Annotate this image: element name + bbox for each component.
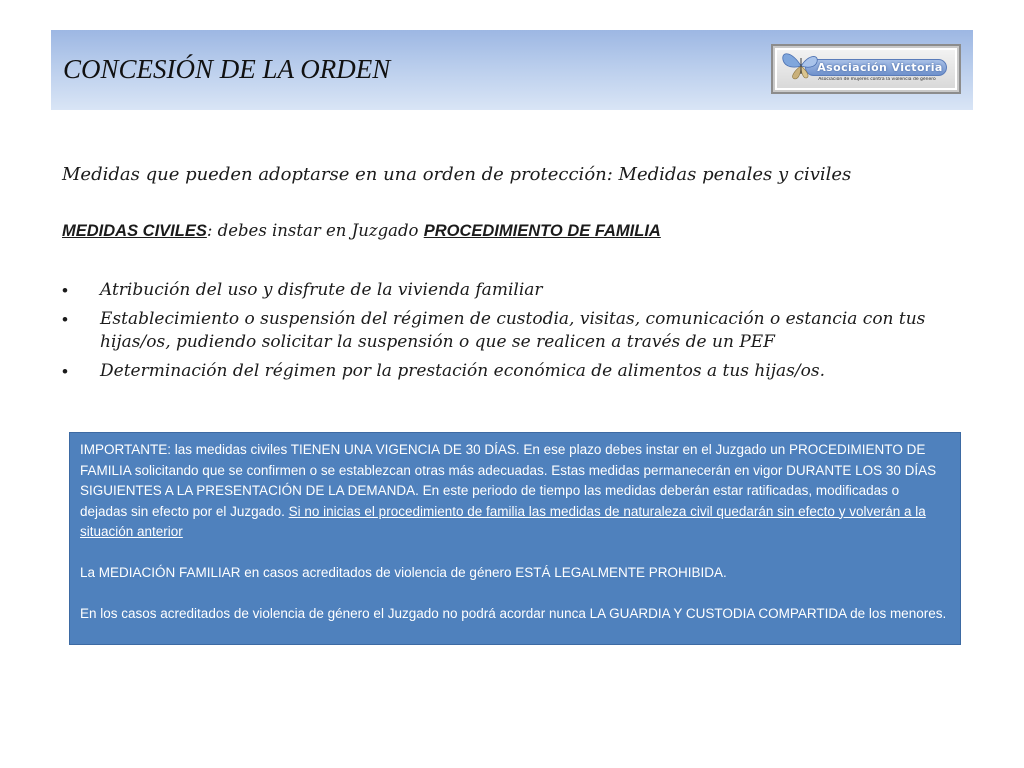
list-item-text: Determinación del régimen por la prestación económica de alimentos a tus hijas/os. [100, 361, 825, 381]
intro-text: Medidas que pueden adoptarse en una orden de protección: Medidas penales y civiles [62, 164, 852, 185]
slide-title: CONCESIÓN DE LA ORDEN [63, 54, 391, 84]
list-item [62, 360, 942, 383]
notice-underlined-warning: Si no inicias el procedimiento de familia las medidas de naturaleza civil quedarán sin efecto y volverán a la situación anterior [80, 503, 926, 539]
organization-logo [771, 44, 961, 94]
list-item-text: Atribución del uso y disfrute de la vivienda familiar [100, 280, 543, 300]
notice-paragraph-2: La MEDIACIÓN FAMILIAR en casos acreditados de violencia de género ESTÁ LEGALMENTE PROHIBIDA. [80, 565, 727, 580]
civil-measures-line [62, 221, 661, 241]
list-item-text: Establecimiento o suspensión del régimen de custodia, visitas, comunicación o estancia con tus hijas/os, pudiendo solicitar la suspensión o que se realicen a través de un PEF [100, 309, 926, 352]
list-item [62, 308, 942, 354]
bullet-icon: • [62, 281, 68, 300]
bullet-icon: • [62, 310, 68, 329]
civil-measures-label: MEDIDAS CIVILES [62, 222, 207, 240]
notice-paragraph-3: En los casos acreditados de violencia de género el Juzgado no podrá acordar nunca LA GUARDIA Y CUSTODIA COMPARTIDA de los menores. [80, 606, 947, 621]
title-banner [51, 30, 973, 110]
logo-name: Asociación Victoria [817, 61, 943, 74]
list-item [62, 279, 942, 302]
bullet-icon: • [62, 362, 68, 381]
notice-paragraph-1-text: IMPORTANTE: las medidas civiles TIENEN UNA VIGENCIA DE 30 DÍAS. En ese plazo debes instar en el Juzgado un PROCEDIMIENTO DE FAMILIA solicitando que se confirmen o se establezcan otras más adecuadas. Estas medidas permanecerán en vigor DURANTE LOS 30 DÍAS SIGUIENTES A LA PRESENTACIÓN DE LA DEMANDA. En este periodo de tiempo las medidas deberán estar ratificadas, modificadas o dejadas sin efecto por el Juzgado. [80, 442, 937, 519]
civil-measures-list [62, 279, 942, 389]
logo-subtitle: Asociación de mujeres contra la violencia de género [818, 77, 936, 82]
notice-paragraph-1 [80, 440, 950, 543]
important-notice-box [69, 432, 961, 645]
family-procedure-label: PROCEDIMIENTO DE FAMILIA [423, 222, 661, 240]
civil-measures-text: : debes instar en Juzgado [206, 221, 424, 240]
